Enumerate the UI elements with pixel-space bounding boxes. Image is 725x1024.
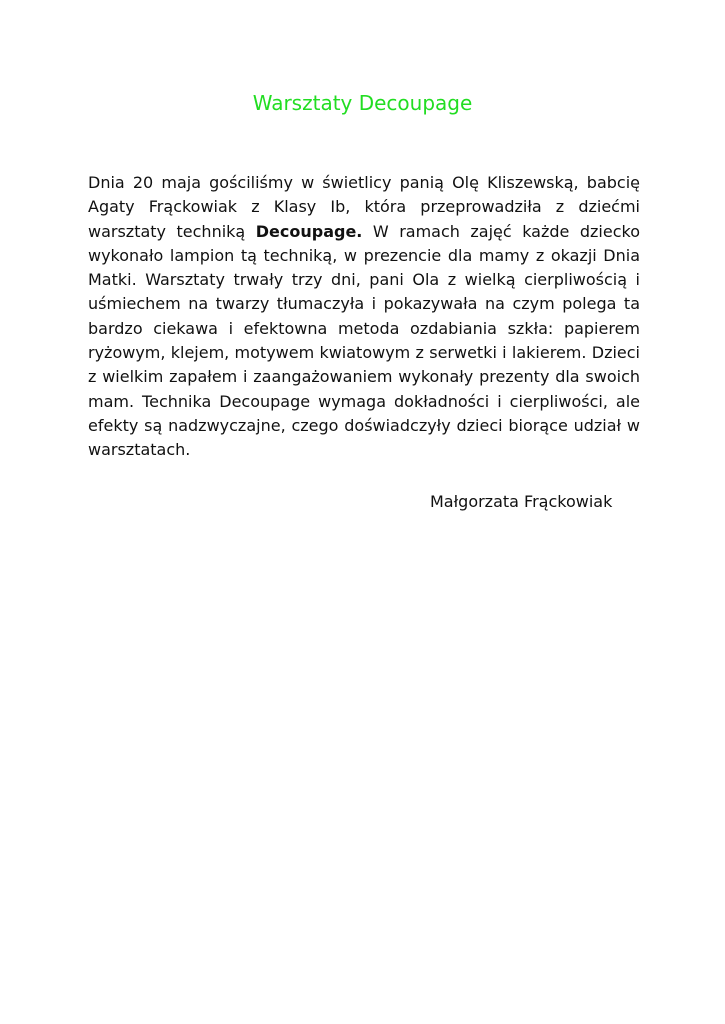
document-title: Warsztaty Decoupage	[252, 91, 473, 115]
author-signature: Małgorzata Frąckowiak	[430, 492, 613, 511]
paragraph-bold-term: Decoupage.	[255, 221, 363, 241]
body-paragraph	[88, 171, 640, 463]
paragraph-text-start: Dnia 20 maja gościliśmy w świetlicy panią Olę Kliszewską, babcię Agaty Frąckowiak z Klasy Ib, która przeprowadziła z dziećmi warsztaty techniką	[88, 173, 640, 241]
paragraph-text-end: W ramach zajęć każde dziecko wykonało lampion tą techniką, w prezencie dla mamy z okazji Dnia Matki. Warsztaty trwały trzy dni, pani Ola z wielką cierpliwością i uśmiechem na twarzy tłumaczyła i pokazywała na czym polega ta bardzo ciekawa i efektowna metoda ozdabiania szkła: papierem ryżowym, klejem, motywem kwiatowym z serwetki i lakierem. Dzieci z wielkim zapałem i zaangażowaniem wykonały prezenty dla swoich mam. Technika Decoupage wymaga dokładności i cierpliwości, ale efekty są nadzwyczajne, czego doświadczyły dzieci biorące udział w warsztatach.	[88, 221, 641, 460]
